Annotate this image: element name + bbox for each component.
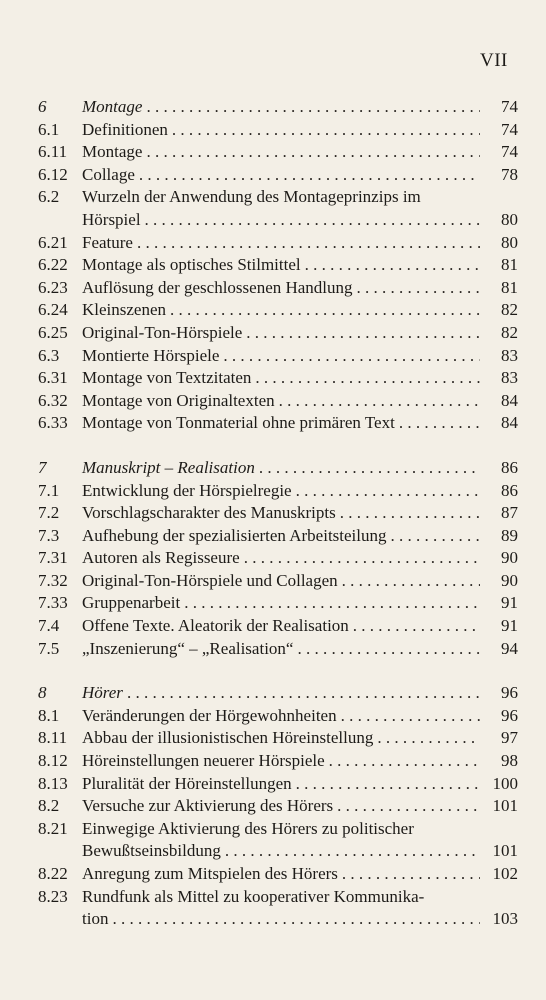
dot-leader xyxy=(246,322,480,345)
entry-page-number: 81 xyxy=(501,277,518,297)
dot-leader xyxy=(391,525,481,548)
dot-leader xyxy=(296,480,480,503)
entry-page-number: 98 xyxy=(501,751,518,771)
entry-title-line xyxy=(82,525,484,548)
dot-leader xyxy=(172,119,480,142)
entry-number: 8.12 xyxy=(38,751,68,771)
entry-title: Offene Texte. Aleatorik der Realisation xyxy=(82,616,349,636)
entry-number: 8.11 xyxy=(38,728,68,748)
dot-leader xyxy=(146,141,480,164)
entry-title-line xyxy=(82,592,484,615)
dot-leader xyxy=(170,299,480,322)
entry-title: Entwicklung der Hörspielregie xyxy=(82,480,292,500)
entry-body xyxy=(82,502,484,525)
dot-leader xyxy=(225,840,480,863)
entry-title: Collage xyxy=(82,164,135,184)
entry-title-line xyxy=(82,345,484,368)
toc-entry xyxy=(38,727,518,750)
dot-leader xyxy=(342,570,480,593)
entry-title-line xyxy=(82,209,484,232)
entry-title: Pluralität der Höreinstellungen xyxy=(82,773,292,793)
entry-body xyxy=(82,727,484,750)
entry-body xyxy=(82,592,484,615)
entry-body xyxy=(82,254,484,277)
dot-leader xyxy=(353,615,480,638)
entry-title: Montage von Originaltexten xyxy=(82,390,275,410)
entry-number: 7.2 xyxy=(38,503,60,523)
entry-title-line xyxy=(82,390,484,413)
entry-number: 7.33 xyxy=(38,593,68,613)
entry-page-number: 89 xyxy=(501,525,518,545)
entry-body xyxy=(82,322,484,345)
entry-number: 6 xyxy=(38,97,47,116)
dot-leader xyxy=(112,908,480,931)
entry-title-first-line: Wurzeln der Anwendung des Montageprinzips im xyxy=(82,187,421,207)
entry-page-number: 103 xyxy=(492,909,518,929)
entry-title-line xyxy=(82,638,484,661)
toc-entry xyxy=(38,254,518,277)
entry-title: Bewußtseinsbildung xyxy=(82,841,221,861)
dot-leader xyxy=(137,232,480,255)
entry-body xyxy=(82,705,484,728)
entry-body xyxy=(82,141,484,164)
dot-leader xyxy=(305,254,480,277)
toc-entry xyxy=(38,773,518,796)
entry-body xyxy=(82,886,484,931)
toc-entry xyxy=(38,119,518,142)
entry-page-number: 82 xyxy=(501,322,518,342)
dot-leader xyxy=(297,638,480,661)
table-of-contents xyxy=(38,96,518,931)
entry-title-line xyxy=(82,232,484,255)
entry-title-line xyxy=(82,119,484,142)
entry-body xyxy=(82,547,484,570)
entry-number: 7.3 xyxy=(38,525,60,545)
entry-body xyxy=(82,795,484,818)
toc-entry xyxy=(38,525,518,548)
entry-page-number: 80 xyxy=(501,232,518,252)
entry-title-first-line: Einwegige Aktivierung des Hörers zu politischer xyxy=(82,818,414,838)
toc-entry xyxy=(38,345,518,368)
toc-entry xyxy=(38,547,518,570)
entry-number: 6.25 xyxy=(38,322,68,342)
entry-title: Veränderungen der Hörgewohnheiten xyxy=(82,705,337,725)
entry-number: 7.5 xyxy=(38,638,60,658)
dot-leader xyxy=(399,412,480,435)
entry-number: 6.23 xyxy=(38,277,68,297)
toc-entry xyxy=(38,615,518,638)
entry-body xyxy=(82,457,484,480)
entry-title-line xyxy=(82,457,484,480)
entry-page-number: 86 xyxy=(501,480,518,500)
entry-page-number: 90 xyxy=(501,548,518,568)
entry-number: 8.2 xyxy=(38,796,60,816)
entry-number: 6.22 xyxy=(38,255,68,275)
dot-leader xyxy=(139,164,480,187)
entry-page-number: 101 xyxy=(492,796,518,816)
toc-entry xyxy=(38,390,518,413)
entry-title-line xyxy=(82,502,484,525)
entry-page-number: 84 xyxy=(501,390,518,410)
entry-title-line xyxy=(82,840,484,863)
entry-page-number: 74 xyxy=(501,142,518,162)
entry-title: Definitionen xyxy=(82,119,168,139)
toc-entry xyxy=(38,164,518,187)
dot-leader xyxy=(184,592,480,615)
entry-title-line xyxy=(82,908,484,931)
toc-entry xyxy=(38,277,518,300)
entry-title-line xyxy=(82,773,484,796)
entry-number: 8 xyxy=(38,683,47,703)
entry-body xyxy=(82,863,484,886)
entry-number: 8.13 xyxy=(38,773,68,793)
entry-number: 6.12 xyxy=(38,164,68,184)
dot-leader xyxy=(340,502,480,525)
toc-entry xyxy=(38,186,518,231)
entry-title: Autoren als Regisseure xyxy=(82,548,240,568)
entry-page-number: 102 xyxy=(492,864,518,883)
toc-section xyxy=(38,96,518,435)
entry-number: 8.21 xyxy=(38,818,68,838)
entry-body xyxy=(82,186,484,231)
entry-title: Original-Ton-Hörspiele und Collagen xyxy=(82,570,338,590)
toc-entry xyxy=(38,682,518,705)
dot-leader xyxy=(255,367,480,390)
entry-number: 8.23 xyxy=(38,886,68,906)
entry-title: Abbau der illusionistischen Höreinstellung xyxy=(82,728,374,748)
toc-entry xyxy=(38,367,518,390)
entry-title: Auflösung der geschlossenen Handlung xyxy=(82,277,353,297)
entry-title-line xyxy=(82,96,484,119)
entry-title: Montierte Hörspiele xyxy=(82,345,220,365)
entry-page-number: 74 xyxy=(501,97,518,116)
toc-entry xyxy=(38,750,518,773)
entry-title: Montage von Tonmaterial ohne primären Text xyxy=(82,413,395,433)
entry-body xyxy=(82,390,484,413)
dot-leader xyxy=(357,277,480,300)
entry-body xyxy=(82,682,484,705)
toc-section xyxy=(38,457,518,660)
entry-title-line xyxy=(82,480,484,503)
dot-leader xyxy=(296,773,480,796)
entry-page-number: 91 xyxy=(501,616,518,636)
entry-title-line xyxy=(82,795,484,818)
entry-number: 8.1 xyxy=(38,705,60,725)
toc-entry xyxy=(38,141,518,164)
dot-leader xyxy=(337,795,480,818)
entry-body xyxy=(82,232,484,255)
entry-number: 6.2 xyxy=(38,187,60,207)
entry-page-number: 94 xyxy=(501,638,518,658)
entry-title-line xyxy=(82,863,484,886)
entry-page-number: 78 xyxy=(501,164,518,184)
entry-page-number: 74 xyxy=(501,119,518,139)
entry-number: 7.1 xyxy=(38,480,60,500)
entry-number: 7.32 xyxy=(38,570,68,590)
entry-title-line xyxy=(82,705,484,728)
entry-title: Hörer xyxy=(82,683,123,703)
entry-body xyxy=(82,277,484,300)
toc-entry xyxy=(38,705,518,728)
toc-entry xyxy=(38,638,518,661)
entry-body xyxy=(82,299,484,322)
entry-title-line xyxy=(82,615,484,638)
entry-title-line xyxy=(82,141,484,164)
entry-body xyxy=(82,345,484,368)
entry-number: 6.33 xyxy=(38,413,68,433)
entry-title: Original-Ton-Hörspiele xyxy=(82,322,243,342)
toc-entry xyxy=(38,457,518,480)
page-folio: VII xyxy=(480,50,508,71)
entry-title: Kleinszenen xyxy=(82,300,167,320)
entry-title-line xyxy=(82,750,484,773)
entry-title-line xyxy=(82,299,484,322)
entry-page-number: 96 xyxy=(501,683,518,703)
toc-entry xyxy=(38,480,518,503)
entry-body xyxy=(82,367,484,390)
dot-leader xyxy=(145,209,480,232)
entry-page-number: 96 xyxy=(501,705,518,725)
entry-title-line xyxy=(82,682,484,705)
dot-leader xyxy=(127,682,480,705)
dot-leader xyxy=(146,96,480,119)
entry-number: 6.24 xyxy=(38,300,68,320)
dot-leader xyxy=(341,705,480,728)
entry-number: 6.31 xyxy=(38,368,68,388)
toc-entry xyxy=(38,818,518,863)
toc-entry xyxy=(38,299,518,322)
entry-page-number: 80 xyxy=(501,209,518,229)
entry-title-line xyxy=(82,254,484,277)
entry-number: 7 xyxy=(38,457,47,477)
entry-number: 6.32 xyxy=(38,390,68,410)
entry-page-number: 101 xyxy=(492,841,518,861)
entry-page-number: 87 xyxy=(501,503,518,523)
entry-title-line xyxy=(82,277,484,300)
entry-number: 6.21 xyxy=(38,232,68,252)
entry-page-number: 81 xyxy=(501,255,518,275)
toc-entry xyxy=(38,96,518,119)
entry-title-line xyxy=(82,322,484,345)
toc-entry xyxy=(38,570,518,593)
entry-title: Montage als optisches Stilmittel xyxy=(82,255,301,275)
entry-title-line xyxy=(82,367,484,390)
entry-body xyxy=(82,525,484,548)
entry-page-number: 90 xyxy=(501,570,518,590)
dot-leader xyxy=(342,863,480,886)
entry-body xyxy=(82,570,484,593)
dot-leader xyxy=(259,457,480,480)
entry-body xyxy=(82,96,484,119)
entry-title: Höreinstellungen neuerer Hörspiele xyxy=(82,751,325,771)
entry-number: 6.3 xyxy=(38,345,60,365)
entry-page-number: 97 xyxy=(501,728,518,748)
toc-entry xyxy=(38,886,518,931)
entry-body xyxy=(82,638,484,661)
dot-leader xyxy=(279,390,480,413)
entry-title: Montage xyxy=(82,142,143,162)
toc-entry xyxy=(38,322,518,345)
dot-leader xyxy=(329,750,480,773)
entry-title-line xyxy=(82,547,484,570)
entry-page-number: 91 xyxy=(501,593,518,613)
entry-body xyxy=(82,750,484,773)
dot-leader xyxy=(377,727,480,750)
entry-body xyxy=(82,773,484,796)
entry-title: Vorschlagscharakter des Manuskripts xyxy=(82,503,336,523)
entry-title: Montage xyxy=(82,97,143,116)
toc-entry xyxy=(38,863,518,886)
entry-title-line xyxy=(82,164,484,187)
entry-title: tion xyxy=(82,909,109,929)
toc-entry xyxy=(38,592,518,615)
entry-number: 6.11 xyxy=(38,142,68,162)
entry-title: Anregung zum Mitspielen des Hörers xyxy=(82,864,338,883)
entry-body xyxy=(82,480,484,503)
entry-title: Montage von Textzitaten xyxy=(82,368,252,388)
toc-entry xyxy=(38,795,518,818)
entry-number: 6.1 xyxy=(38,119,60,139)
entry-page-number: 82 xyxy=(501,300,518,320)
entry-body xyxy=(82,412,484,435)
entry-title-line xyxy=(82,412,484,435)
entry-title: Gruppenarbeit xyxy=(82,593,181,613)
entry-title: Versuche zur Aktivierung des Hörers xyxy=(82,796,334,816)
entry-title: Aufhebung der spezialisierten Arbeitsteilung xyxy=(82,525,387,545)
entry-title: Hörspiel xyxy=(82,209,141,229)
toc-section xyxy=(38,682,518,931)
dot-leader xyxy=(244,547,480,570)
entry-title-line xyxy=(82,727,484,750)
entry-body xyxy=(82,818,484,863)
entry-body xyxy=(82,119,484,142)
toc-entry xyxy=(38,232,518,255)
entry-number: 7.4 xyxy=(38,616,60,636)
toc-entry xyxy=(38,412,518,435)
dot-leader xyxy=(223,345,480,368)
entry-page-number: 86 xyxy=(501,457,518,477)
entry-title: Feature xyxy=(82,232,133,252)
entry-title-first-line: Rundfunk als Mittel zu kooperativer Kommunika- xyxy=(82,886,425,906)
entry-title: Manuskript – Realisation xyxy=(82,457,255,477)
entry-body xyxy=(82,164,484,187)
toc-entry xyxy=(38,502,518,525)
entry-page-number: 83 xyxy=(501,368,518,388)
entry-body xyxy=(82,615,484,638)
entry-number: 8.22 xyxy=(38,864,68,883)
entry-page-number: 83 xyxy=(501,345,518,365)
entry-number: 7.31 xyxy=(38,548,68,568)
entry-title-line xyxy=(82,570,484,593)
entry-page-number: 100 xyxy=(492,773,518,793)
entry-title: „Inszenierung“ – „Realisation“ xyxy=(82,638,294,658)
entry-page-number: 84 xyxy=(501,413,518,433)
